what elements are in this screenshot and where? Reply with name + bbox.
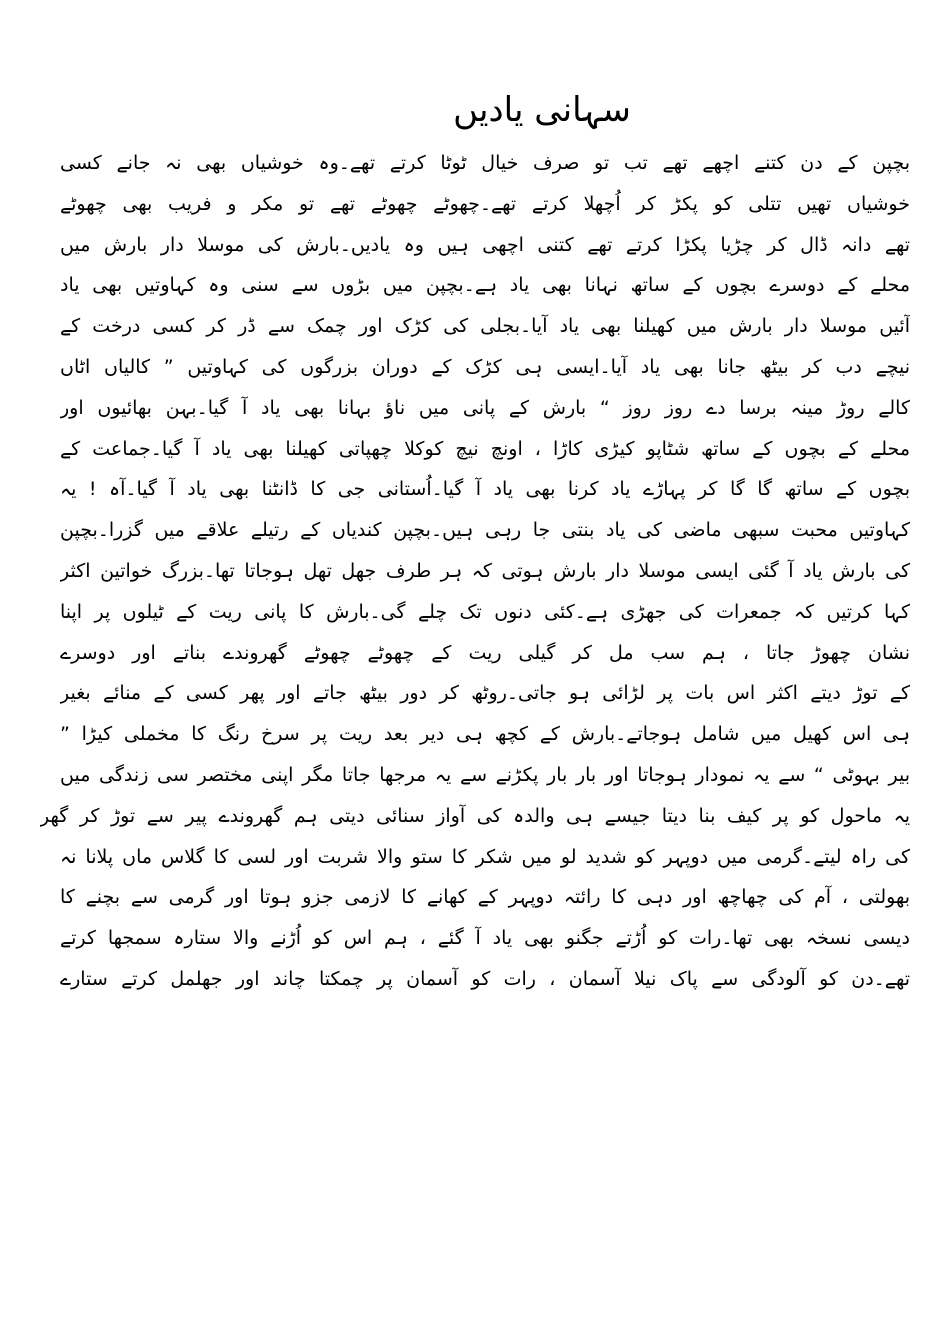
text-line: ہی اس کھیل میں شامل ہوجاتے۔بارش کے کچھ ہی دیر بعد ریت پر سرخ رنگ کا مخملی کیڑا ” bbox=[60, 723, 910, 746]
text-line: کی بارش یاد آ گئی ایسی موسلا دار بارش ہوتی کہ ہر طرف جھل تھل ہوجاتا تھا۔بزرگ خواتین اکثر bbox=[60, 559, 910, 582]
text-line: بھولتی ، آم کی چھاچھ اور دہی کا رائتہ دوپہر کے کھانے کا لازمی جزو ہوتا اور گرمی سے بچنے کا bbox=[60, 886, 910, 909]
text-line: آئیں موسلا دار بارش میں کھیلنا بھی یاد آیا۔بجلی کی کڑک اور چمک سے ڈر کر کسی درخت کے bbox=[60, 315, 910, 338]
text-line: بچپن کے دن کتنے اچھے تھے تب تو صرف خیال ٹوٹا کرتے تھے۔وہ خوشیاں بھی نہ جانے کسی bbox=[60, 152, 910, 174]
text-line: بیر بہوٹی “ سے یہ نمودار ہوجاتا اور بار بار پکڑنے سے یہ مرجھا جاتا مگر اپنی مختصر سی زندگی میں bbox=[60, 763, 910, 786]
text-line: تھے دانہ ڈال کر چڑیا پکڑا کرتے تھے کتنی اچھی ہیں وہ یادیں۔بارش کی موسلا دار بارش میں bbox=[60, 233, 910, 256]
text-line: کہا کرتیں کہ جمعرات کی جھڑی ہے۔کئی دنوں تک چلے گی۔بارش کا پانی ریت کے ٹیلوں پر اپنا bbox=[60, 600, 910, 623]
page-title: سہانی یادیں bbox=[453, 90, 631, 130]
text-line: کہاوتیں محبت سبھی ماضی کی یاد بنتی جا رہی ہیں۔بچپن کندیاں کے رتیلے علاقے میں گزرا۔بچپن bbox=[60, 519, 910, 542]
text-line: کے توڑ دیتے اکثر اس بات پر لڑائی ہو جاتی۔روٹھ کر دور بیٹھ جاتے اور پھر کسی کے منائے بغیر bbox=[60, 682, 910, 705]
text-line: کالے روڑ مینہ برسا دے روز روز “ بارش کے پانی میں ناؤ بہانا بھی یاد آ گیا۔بہن بھائیوں اور bbox=[60, 396, 910, 419]
body-text bbox=[40, 143, 910, 1000]
text-line: محلے کے دوسرے بچوں کے ساتھ نہانا بھی یاد ہے۔بچپن میں بڑوں سے سنی وہ کہاوتیں بھی یاد bbox=[60, 274, 910, 297]
text-line: یہ ماحول کو پر کیف بنا دیتا جیسے ہی والدہ کی آواز سنائی دیتی ہم گھروندے پیر سے توڑ کر گھر bbox=[40, 804, 910, 827]
text-line: نیچے دب کر بیٹھ جانا بھی یاد آیا۔ایسی ہی کڑک کے دوران بزرگوں کی کہاوتیں ” کالیاں اٹاں bbox=[60, 355, 910, 378]
text-line: خوشیاں تھیں تتلی کو پکڑ کر اُچھلا کرتے تھے۔چھوٹے چھوٹے تھے تو مکر و فریب بھی چھوٹے bbox=[60, 192, 910, 215]
text-line: بچوں کے ساتھ گا گا کر پہاڑے یاد کرنا بھی یاد آ گیا۔اُستانی جی کا ڈانٹنا بھی یاد آ گیا۔آہ ! یہ bbox=[60, 478, 910, 501]
text-line: دیسی نسخہ بھی تھا۔رات کو اُڑتے جگنو بھی یاد آ گئے ، ہم اس کو اُڑنے والا ستارہ سمجھا کرتے bbox=[60, 927, 910, 950]
text-line: محلے کے بچوں کے ساتھ شٹاپو کیڑی کاڑا ، اونچ نیچ کوکلا چھپاتی کھیلنا بھی یاد آ گیا۔جماعت کے bbox=[60, 437, 910, 460]
text-line: نشان چھوڑ جاتا ، ہم سب مل کر گیلی ریت کے چھوٹے چھوٹے گھروندے بناتے اور دوسرے bbox=[60, 641, 910, 664]
text-line: کی راہ لیتے۔گرمی میں دوپہر کو شدید لو میں شکر کا ستو والا شربت اور لسی کا گلاس ماں پلانا نہ bbox=[60, 845, 910, 868]
text-line: تھے۔دن کو آلودگی سے پاک نیلا آسمان ، رات کو آسمان پر چمکتا چاند اور جھلمل کرتے ستارے bbox=[60, 967, 910, 990]
